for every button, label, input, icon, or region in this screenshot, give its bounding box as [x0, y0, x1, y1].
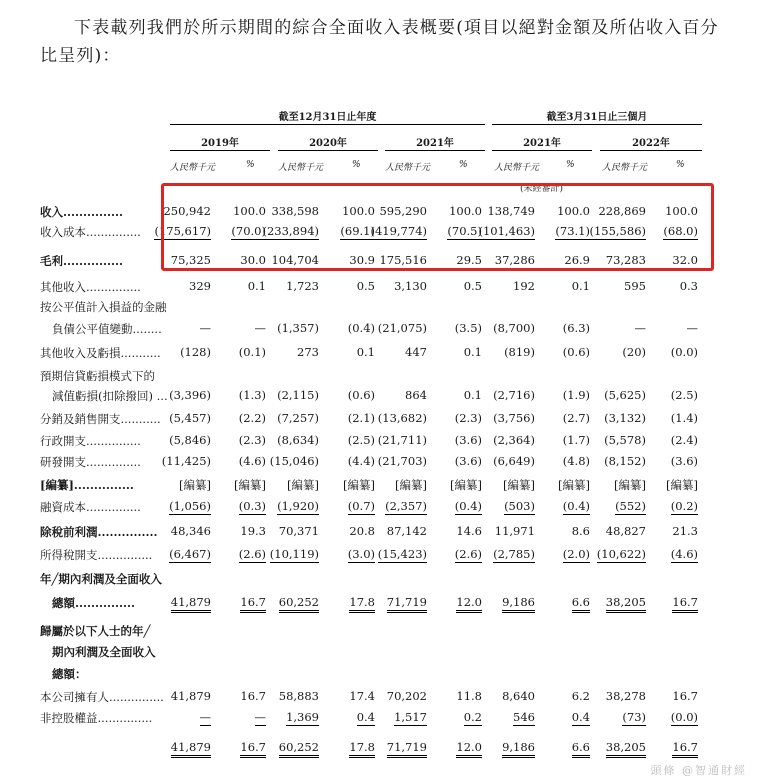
amount-cell: 1,369: [286, 710, 319, 724]
pct-cell: 21.3: [672, 524, 698, 538]
amount-cell: (233,894): [262, 224, 319, 238]
pct-cell: (2.7): [562, 411, 590, 425]
pct-label: %: [676, 160, 685, 170]
amount-cell: (552): [615, 499, 646, 513]
row-label: 其他收入及虧損...........: [40, 346, 161, 360]
intro-line-2: 比呈列)：: [40, 46, 121, 66]
pct-cell: (2.5): [347, 433, 375, 447]
amount-cell: 338,598: [271, 204, 319, 218]
pct-cell: (73.1): [555, 224, 590, 238]
pct-cell: (4.6): [670, 547, 698, 561]
amount-cell: (15,046): [269, 454, 319, 468]
amount-cell: 228,869: [598, 204, 646, 218]
pct-cell: 16.7: [672, 595, 698, 613]
amount-cell: 70,371: [278, 524, 319, 538]
pct-cell: (4.8): [562, 454, 590, 468]
table-row: [0, 496, 761, 516]
amount-cell: 38,278: [605, 689, 646, 703]
amount-cell: 71,719: [387, 595, 427, 613]
pct-label: %: [246, 160, 255, 170]
amount-cell: (8,634): [277, 433, 319, 447]
row-label: 收入成本...............: [40, 225, 141, 239]
pct-cell: 16.7: [240, 595, 266, 613]
pct-cell: (70.0): [231, 224, 266, 238]
pct-cell: 0.4: [571, 710, 590, 724]
amount-cell: (128): [180, 345, 211, 359]
amount-cell: (2,716): [493, 388, 535, 402]
intro-paragraph: [40, 14, 730, 70]
pct-cell: (68.0): [663, 224, 698, 238]
table-row: [0, 342, 761, 362]
pct-cell: (69.1): [340, 224, 375, 238]
table-row: [0, 663, 761, 683]
unit-label: 人民幣千元: [278, 163, 324, 173]
amount-cell: (1,920): [277, 499, 319, 513]
amount-cell: (101,463): [478, 224, 535, 238]
unaudited-note: (未經審計): [520, 184, 564, 194]
amount-cell: (3,132): [604, 411, 646, 425]
amount-cell: 60,252: [279, 595, 319, 613]
pct-cell: —: [254, 710, 266, 724]
pct-label: %: [459, 160, 468, 170]
pct-cell: 30.0: [240, 253, 266, 267]
pct-label: %: [566, 160, 575, 170]
pct-cell: (0.4): [562, 499, 590, 513]
unit-label: 人民幣千元: [602, 163, 648, 173]
pct-cell: [編纂]: [450, 478, 482, 492]
amount-cell: 48,827: [605, 524, 646, 538]
pct-cell: (0.0): [670, 710, 698, 724]
pct-cell: 32.0: [672, 253, 698, 267]
watermark: 頭條 @智通財經: [650, 764, 747, 777]
table-row: [0, 521, 761, 541]
pct-cell: (70.5): [447, 224, 482, 238]
amount-cell: —: [199, 710, 211, 724]
pct-cell: (3.5): [454, 321, 482, 335]
amount-cell: 9,186: [502, 740, 535, 758]
row-label: 非控股權益...............: [40, 711, 153, 725]
pct-cell: (1.3): [238, 388, 266, 402]
pct-cell: (3.0): [347, 547, 375, 561]
row-label: 除稅前利潤...............: [40, 525, 158, 539]
pct-cell: (2.3): [238, 433, 266, 447]
header-rule: [170, 124, 485, 125]
row-label: 融資成本...............: [40, 500, 141, 514]
pct-cell: 0.5: [463, 279, 482, 293]
amount-cell: (1,056): [169, 499, 211, 513]
pct-cell: 17.8: [349, 740, 375, 758]
amount-cell: 1,517: [394, 710, 427, 724]
amount-cell: 8,640: [502, 689, 535, 703]
pct-cell: (0.3): [238, 499, 266, 513]
amount-cell: 3,130: [394, 279, 427, 293]
header-rule: [385, 150, 485, 151]
amount-cell: (6,467): [169, 547, 211, 561]
amount-cell: (8,152): [604, 454, 646, 468]
amount-cell: (8,700): [493, 321, 535, 335]
pct-cell: [編纂]: [666, 478, 698, 492]
amount-cell: (5,457): [169, 411, 211, 425]
table-row: [0, 474, 761, 494]
amount-cell: (21,075): [377, 321, 427, 335]
amount-cell: (3,756): [493, 411, 535, 425]
pct-cell: (0.6): [562, 345, 590, 359]
pct-cell: (2.6): [238, 547, 266, 561]
unit-label: 人民幣千元: [385, 163, 431, 173]
table-row: [0, 385, 761, 405]
header-group-quarter: 截至3月31日止三個月: [546, 112, 648, 123]
table-row: [0, 408, 761, 428]
amount-cell: 41,879: [171, 595, 211, 613]
amount-cell: 48,346: [170, 524, 211, 538]
amount-cell: 87,142: [386, 524, 427, 538]
row-label: 其他收入...............: [40, 280, 141, 294]
header-year-2019: 2019年: [201, 138, 239, 149]
table-row: [0, 296, 761, 316]
pct-cell: 0.1: [463, 388, 482, 402]
highlight-box: [161, 183, 714, 271]
amount-cell: [編纂]: [287, 478, 319, 492]
amount-cell: 73,283: [605, 253, 646, 267]
pct-cell: 29.5: [456, 253, 482, 267]
amount-cell: 329: [189, 279, 211, 293]
amount-cell: 595: [624, 279, 646, 293]
amount-cell: (819): [504, 345, 535, 359]
amount-cell: [編纂]: [503, 478, 535, 492]
amount-cell: [編纂]: [179, 478, 211, 492]
pct-cell: (2.5): [670, 388, 698, 402]
pct-cell: 0.1: [247, 279, 266, 293]
amount-cell: 58,883: [278, 689, 319, 703]
amount-cell: (10,622): [596, 547, 646, 561]
amount-cell: (2,357): [385, 499, 427, 513]
pct-cell: 6.6: [572, 740, 590, 758]
amount-cell: (2,364): [493, 433, 535, 447]
pct-cell: 17.4: [349, 689, 375, 703]
amount-cell: (3,396): [169, 388, 211, 402]
table-row: [0, 430, 761, 450]
amount-cell: (5,846): [169, 433, 211, 447]
header-rule: [170, 150, 270, 151]
row-label: 分銷及銷售開支...........: [40, 412, 161, 426]
amount-cell: 41,879: [171, 740, 211, 758]
pct-cell: (2.3): [454, 411, 482, 425]
amount-cell: (2,785): [493, 547, 535, 561]
amount-cell: (155,586): [589, 224, 646, 238]
pct-cell: [編纂]: [558, 478, 590, 492]
pct-cell: (2.4): [670, 433, 698, 447]
pct-cell: (1.7): [562, 433, 590, 447]
amount-cell: 41,879: [170, 689, 211, 703]
header-rule: [278, 150, 378, 151]
header-year-2020: 2020年: [309, 138, 347, 149]
table-row: [0, 641, 761, 661]
amount-cell: (11,425): [161, 454, 211, 468]
row-label: [編纂]...............: [40, 478, 134, 492]
amount-cell: 75,325: [170, 253, 211, 267]
amount-cell: (7,257): [277, 411, 319, 425]
pct-cell: (0.4): [347, 321, 375, 335]
pct-cell: 30.9: [349, 253, 375, 267]
table-row: [0, 318, 761, 338]
amount-cell: 11,971: [494, 524, 535, 538]
pct-cell: 0.1: [463, 345, 482, 359]
table-row: [0, 592, 761, 612]
pct-cell: 17.8: [349, 595, 375, 613]
table-row: [0, 365, 761, 385]
pct-cell: (0.6): [347, 388, 375, 402]
amount-cell: [編纂]: [395, 478, 427, 492]
intro-line-1: 下表載列我們於所示期間的綜合全面收入表概要(項目以絕對金額及所佔收入百分: [74, 18, 719, 38]
pct-cell: (0.2): [670, 499, 698, 513]
pct-cell: (2.2): [238, 411, 266, 425]
header-group-annual: 截至12月31日止年度: [278, 112, 377, 123]
amount-cell: 447: [405, 345, 427, 359]
table-row: [0, 544, 761, 564]
amount-cell: (13,682): [377, 411, 427, 425]
row-label: 按公平值計入損益的金融: [40, 300, 167, 314]
pct-cell: (0.0): [670, 345, 698, 359]
amount-cell: (5,578): [604, 433, 646, 447]
table-row: [0, 276, 761, 296]
amount-cell: 70,202: [386, 689, 427, 703]
amount-cell: 38,205: [606, 595, 646, 613]
amount-cell: 175,516: [379, 253, 427, 267]
pct-cell: 20.8: [349, 524, 375, 538]
pct-cell: 16.7: [672, 740, 698, 758]
header-rule: [600, 150, 702, 151]
amount-cell: (21,703): [377, 454, 427, 468]
pct-cell: 100.0: [449, 204, 482, 218]
pct-cell: 14.6: [456, 524, 482, 538]
unit-label: 人民幣千元: [494, 163, 540, 173]
amount-cell: 37,286: [494, 253, 535, 267]
amount-cell: (10,119): [269, 547, 319, 561]
header-year-2021-q: 2021年: [523, 138, 561, 149]
amount-cell: (419,774): [370, 224, 427, 238]
pct-cell: 16.7: [240, 689, 266, 703]
pct-cell: (0.4): [454, 499, 482, 513]
amount-cell: —: [199, 321, 211, 335]
pct-cell: 0.1: [356, 345, 375, 359]
row-label: 所得稅開支...............: [40, 548, 153, 562]
table-row: [0, 737, 761, 757]
amount-cell: 250,942: [163, 204, 211, 218]
pct-cell: (4.4): [347, 454, 375, 468]
pct-cell: (0.1): [238, 345, 266, 359]
row-label: 收入...............: [40, 205, 124, 219]
pct-label: %: [352, 160, 361, 170]
pct-cell: 100.0: [342, 204, 375, 218]
amount-cell: [編纂]: [614, 478, 646, 492]
amount-cell: 138,749: [487, 204, 535, 218]
table-row: [0, 451, 761, 471]
header-rule: [492, 150, 592, 151]
pct-cell: 0.1: [571, 279, 590, 293]
row-label: 總額...............: [52, 596, 136, 610]
amount-cell: (1,357): [277, 321, 319, 335]
pct-cell: 100.0: [665, 204, 698, 218]
amount-cell: 595,290: [379, 204, 427, 218]
amount-cell: 1,723: [286, 279, 319, 293]
row-label: 行政開支...............: [40, 434, 141, 448]
pct-cell: 11.8: [456, 689, 482, 703]
pct-cell: [編纂]: [234, 478, 266, 492]
amount-cell: 273: [297, 345, 319, 359]
amount-cell: —: [634, 321, 646, 335]
amount-cell: 71,719: [387, 740, 427, 758]
pct-cell: 19.3: [240, 524, 266, 538]
pct-cell: (1.4): [670, 411, 698, 425]
amount-cell: 864: [405, 388, 427, 402]
pct-cell: (2.1): [347, 411, 375, 425]
pct-cell: (2.0): [562, 547, 590, 561]
pct-cell: (3.6): [454, 454, 482, 468]
pct-cell: 8.6: [571, 524, 590, 538]
row-label: 毛利...............: [40, 254, 124, 268]
pct-cell: 0.4: [356, 710, 375, 724]
row-label: 研發開支...............: [40, 455, 141, 469]
pct-cell: 12.0: [456, 740, 482, 758]
pct-cell: 26.9: [564, 253, 590, 267]
table-row: [0, 620, 761, 640]
pct-cell: 0.2: [463, 710, 482, 724]
pct-cell: [編纂]: [343, 478, 375, 492]
row-label: 期內利潤及全面收入: [52, 645, 156, 659]
pct-cell: (0.7): [347, 499, 375, 513]
header-rule: [492, 124, 702, 125]
amount-cell: (175,617): [154, 224, 211, 238]
pct-cell: (2.6): [454, 547, 482, 561]
amount-cell: (503): [504, 499, 535, 513]
amount-cell: (21,711): [377, 433, 427, 447]
amount-cell: (2,115): [277, 388, 319, 402]
pct-cell: (3.6): [454, 433, 482, 447]
amount-cell: (15,423): [377, 547, 427, 561]
amount-cell: 192: [513, 279, 535, 293]
pct-cell: 6.2: [571, 689, 590, 703]
pct-cell: 6.6: [572, 595, 590, 613]
amount-cell: (73): [622, 710, 646, 724]
header-year-2022-q: 2022年: [632, 138, 670, 149]
pct-cell: 16.7: [672, 689, 698, 703]
pct-cell: 16.7: [240, 740, 266, 758]
pct-cell: (4.6): [238, 454, 266, 468]
table-row: [0, 707, 761, 727]
pct-cell: —: [254, 321, 266, 335]
pct-cell: 100.0: [233, 204, 266, 218]
pct-cell: (3.6): [670, 454, 698, 468]
row-label: 歸屬於以下人士的年╱: [40, 624, 151, 638]
pct-cell: (6.3): [562, 321, 590, 335]
pct-cell: (1.9): [562, 388, 590, 402]
row-label: 減值虧損(扣除撥回) ...: [52, 389, 168, 403]
row-label: 負債公平值變動........: [52, 322, 162, 336]
amount-cell: (5,625): [604, 388, 646, 402]
unit-label: 人民幣千元: [170, 163, 216, 173]
amount-cell: 38,205: [606, 740, 646, 758]
row-label: 總額：: [52, 667, 87, 681]
pct-cell: 0.3: [679, 279, 698, 293]
row-label: 年╱期內利潤及全面收入: [40, 572, 162, 586]
pct-cell: 100.0: [557, 204, 590, 218]
pct-cell: 0.5: [356, 279, 375, 293]
amount-cell: (6,649): [493, 454, 535, 468]
amount-cell: 60,252: [279, 740, 319, 758]
amount-cell: (20): [622, 345, 646, 359]
row-label: 本公司擁有人...............: [40, 690, 164, 704]
amount-cell: 9,186: [502, 595, 535, 613]
pct-cell: 12.0: [456, 595, 482, 613]
amount-cell: 104,704: [271, 253, 319, 267]
amount-cell: 546: [513, 710, 535, 724]
header-year-2021: 2021年: [416, 138, 454, 149]
table-row: [0, 686, 761, 706]
pct-cell: —: [686, 321, 698, 335]
row-label: 預期信貸虧損模式下的: [40, 369, 155, 383]
table-row: [0, 568, 761, 588]
